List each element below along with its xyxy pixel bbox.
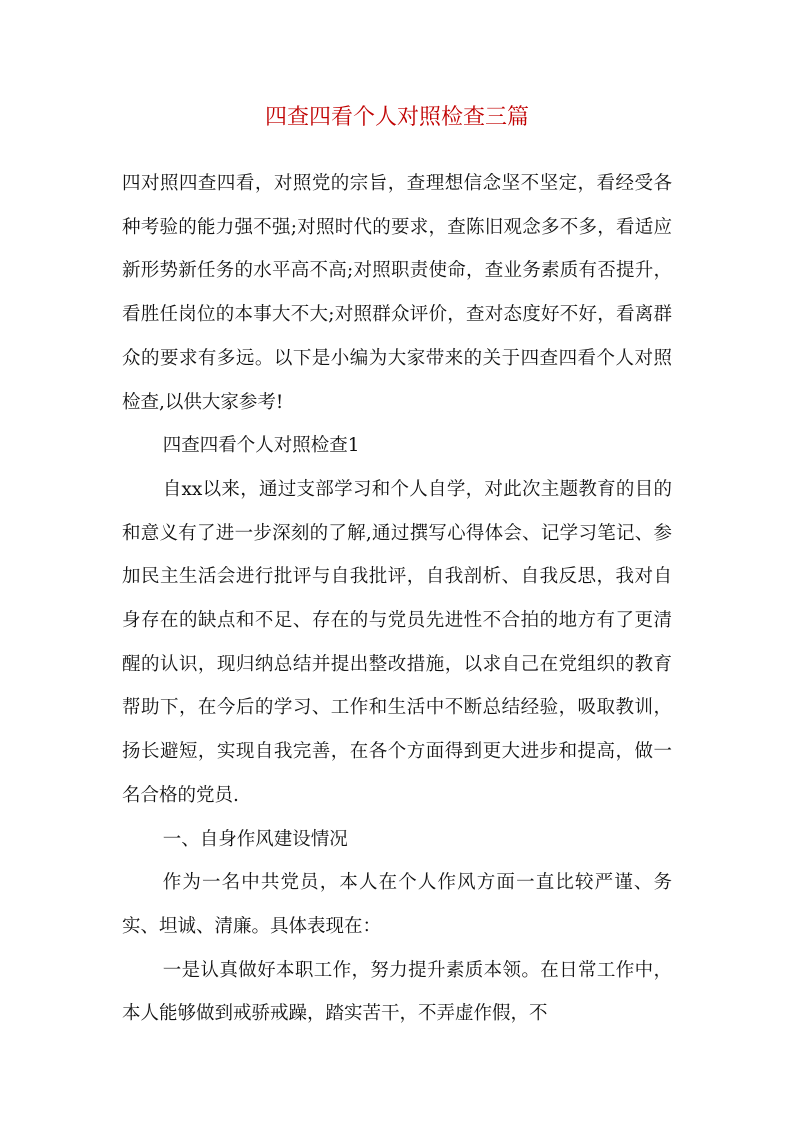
body-paragraph: 作为一名中共党员，本人在个人作风方面一直比较严谨、务实、坦诚、清廉。具体表现在：: [122, 872, 672, 937]
intro-paragraph: 四对照四查四看，对照党的宗旨，查理想信念坚不坚定，看经受各种考验的能力强不强;对照时代的要求，查陈旧观念多不多，看适应新形势新任务的水平高不高;对照职责使命，查业务素质有否提升，看胜任岗位的本事大不大;对照群众评价，查对态度好不好，看离群众的要求有多远。以下是小编为大家带来的关于四查四看个人对照检查,以供大家参考!: [122, 173, 672, 413]
body-paragraph: 一是认真做好本职工作，努力提升素质本领。在日常工作中，本人能够做到戒骄戒躁，踏实苦干，不弄虚作假，不: [122, 959, 672, 1025]
subsection-heading: 一、自身作风建设情况: [162, 828, 348, 850]
body-paragraph: 自xx以来，通过支部学习和个人自学，对此次主题教育的目的和意义有了进一步深刻的了解,通过撰写心得体会、记学习笔记、参加民主生活会进行批评与自我批评，自我剖析、自我反思，我对自身存在的缺点和不足、存在的与党员先进性不合拍的地方有了更清醒的认识，现归纳总结并提出整改措施，以求自己在党组织的教育帮助下，在今后的学习、工作和生活中不断总结经验，吸取教训，扬长避短，实现自我完善，在各个方面得到更大进步和提高，做一名合格的党员.: [122, 478, 672, 806]
section-heading-1: 四查四看个人对照检查1: [162, 435, 360, 457]
document-title: 四查四看个人对照检查三篇: [264, 105, 529, 130]
document-body: [122, 162, 672, 1036]
